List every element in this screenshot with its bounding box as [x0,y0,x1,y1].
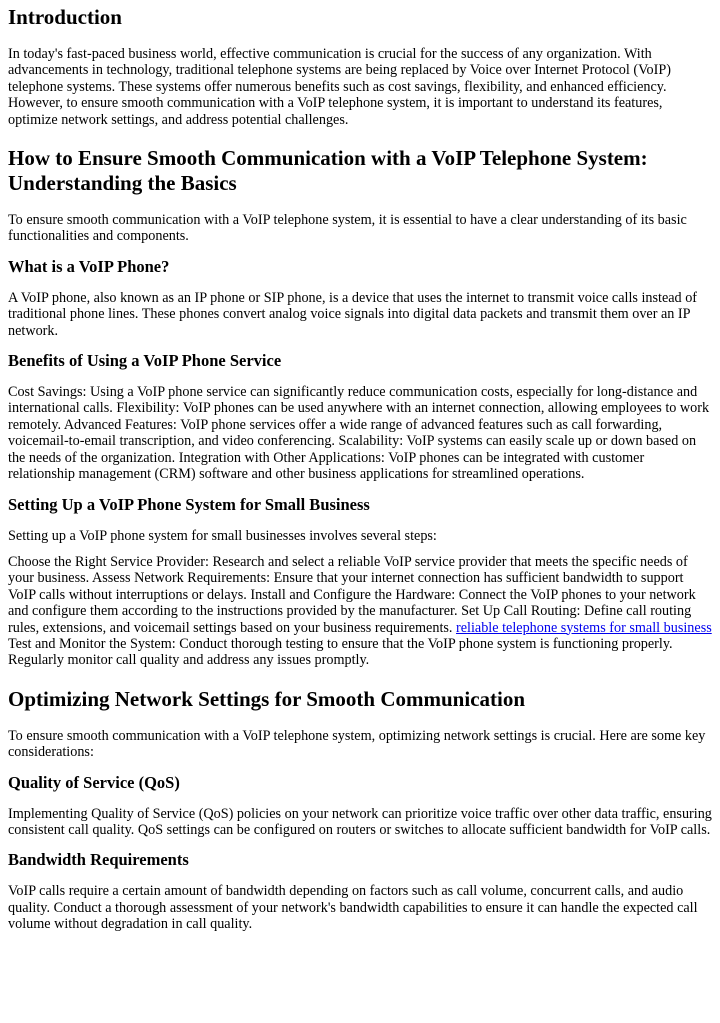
setup-steps-paragraph [8,554,712,669]
intro-heading: Introduction [8,5,122,29]
setup-steps-text-before-link: Choose the Right Service Provider: Research and select a reliable VoIP service provider that meets the specific needs of your business. Assess Network Requirements: Ensure that your internet connection has sufficient bandwidth to support VoIP calls without interruptions or delays. Install and Configure the Hardware: Connect the VoIP phones to your network and configure them according to the instructions provided by the manufacturer. Set Up Call Routing: Define call routing rules, extensions, and voicemail settings based on your business requirements. [8,553,696,636]
qos-heading: Quality of Service (QoS) [8,772,180,792]
basics-heading: How to Ensure Smooth Communication with a VoIP Telephone System: Understanding the Basics [8,146,648,196]
bandwidth-heading: Bandwidth Requirements [8,850,189,870]
benefits-heading: Benefits of Using a VoIP Phone Service [8,351,282,371]
network-heading: Optimizing Network Settings for Smooth Communication [8,686,526,711]
qos-paragraph: Implementing Quality of Service (QoS) policies on your network can prioritize voice traffic over other data traffic, ensuring consistent call quality. QoS settings can be configured on routers or switches to allocate sufficient bandwidth for VoIP calls. [8,805,712,838]
reliable-telephone-systems-link[interactable]: reliable telephone systems for small business [456,619,712,636]
what-is-voip-heading: What is a VoIP Phone? [8,256,170,276]
intro-paragraph: In today's fast-paced business world, effective communication is crucial for the success of any organization. With advancements in technology, traditional telephone systems are being replaced by Voice over Internet Protocol (VoIP) telephone systems. These systems offer numerous benefits such as cost savings, flexibility, and enhanced efficiency. However, to ensure smooth communication with a VoIP telephone system, it is important to understand its features, optimize network settings, and address potential challenges. [8,46,671,128]
setup-intro-paragraph: Setting up a VoIP phone system for small businesses involves several steps: [8,527,437,544]
what-is-voip-paragraph: A VoIP phone, also known as an IP phone or SIP phone, is a device that uses the internet to transmit voice calls instead of traditional phone lines. These phones convert analog voice signals into digital data packets and transmit them over an IP network. [8,289,698,339]
setup-steps-text-after-link: Test and Monitor the System: Conduct thorough testing to ensure that the VoIP phone system is functioning properly. Regularly monitor call quality and address any issues promptly. [8,635,673,669]
benefits-paragraph: Cost Savings: Using a VoIP phone service can significantly reduce communication costs, especially for long-distance and international calls. Flexibility: VoIP phones can be used anywhere with an internet connection, allowing employees to work remotely. Advanced Features: VoIP phone services offer a wide range of advanced features such as call forwarding, voicemail-to-email transcription, and video conferencing. Scalability: VoIP systems can easily scale up or down based on the needs of the organization. Integration with Other Applications: VoIP phones can be integrated with customer relationship management (CRM) software and other business applications for streamlined operations. [8,384,710,483]
basics-paragraph: To ensure smooth communication with a VoIP telephone system, it is essential to have a clear understanding of its basic functionalities and components. [8,212,687,245]
network-paragraph: To ensure smooth communication with a VoIP telephone system, optimizing network settings is crucial. Here are some key considerations: [8,727,706,761]
bandwidth-paragraph: VoIP calls require a certain amount of bandwidth depending on factors such as call volume, concurrent calls, and audio quality. Conduct a thorough assessment of your network's bandwidth capabilities to ensure it can handle the expected call volume without degradation in call quality. [8,883,698,933]
article [0,5,720,933]
setup-heading: Setting Up a VoIP Phone System for Small Business [8,494,370,514]
